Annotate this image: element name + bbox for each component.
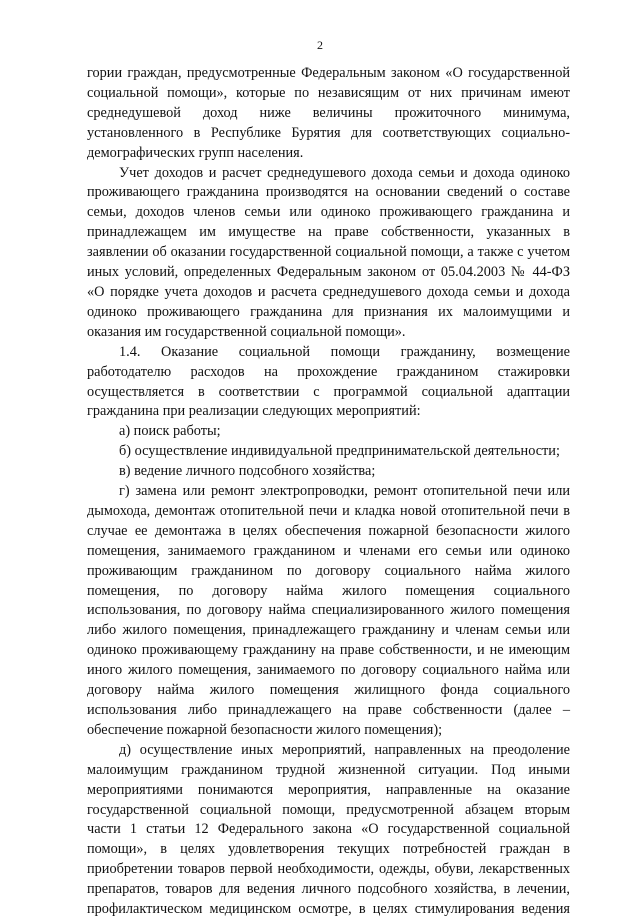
paragraph-item-b: б) осуществление индивидуальной предпринимательской деятельности;: [119, 443, 560, 460]
paragraph-item-v: в) ведение личного подсобного хозяйства;: [119, 463, 376, 480]
document-body: [87, 64, 570, 920]
paragraph-item-g: г) замена или ремонт электропроводки, ремонт отопительной печи или дымохода, демонтаж отопительной печи и кладка новой отопительной печи в случае ее демонтажа в целях обеспечения пожарной безопасности жилого помещения, занимаемого гражданином и членами его семьи или одиноко проживающим гражданином по договору социального найма жилого помещения, по договору найма жилого помещения социального использования, по договору найма специализированного жилого помещения либо жилого помещения, принадлежащего гражданину и членам семьи или одиноко проживающему гражданину на праве собственности, и не имеющим иного жилого помещения, занимаемого по договору социального найма или договору найма жилого помещения жилищного фонда социального использования либо принадлежащего на праве собственности (далее – обеспечение пожарной безопасности жилого помещения);: [87, 483, 570, 738]
paragraph-continuation: гории граждан, предусмотренные Федеральным законом «О государственной социальной помощи», которые по независящим от них причинам имеют среднедушевой доход ниже величины прожиточного минимума, установленного в Республике Бурятия для соответствующих социально-демографических групп населения.: [87, 65, 570, 161]
page-number: 2: [317, 38, 323, 52]
paragraph-item-a: а) поиск работы;: [119, 423, 221, 440]
paragraph-1-4: 1.4. Оказание социальной помощи гражданину, возмещение работодателю расходов на прохождение гражданином стажировки осуществляется в соответствии с программой социальной адаптации гражданина при реализации следующих мероприятий:: [87, 343, 570, 420]
paragraph-item-d: д) осуществление иных мероприятий, направленных на преодоление малоимущим гражданином трудной жизненной ситуации. Под иными мероприятиями понимаются мероприятия, направленные на оказание государственной социальной помощи, предусмотренной абзацем вторым части 1 статьи 12 Федерального закона «О государственной социальной помощи», в целях удовлетворения текущих потребностей граждан в приобретении товаров первой необходимости, одежды, обуви, лекарственных препаратов, товаров для ведения личного подсобного хозяйства, в лечении, профилактическом медицинском осмотре, в целях стимулирования ведения: [87, 741, 570, 918]
paragraph-income-calculation: Учет доходов и расчет среднедушевого дохода семьи и дохода одиноко проживающего гражданина производятся на основании сведений о составе семьи, доходов членов семьи или одиноко проживающего гражданина и принадлежащем им имуществе на праве собственности, указанных в заявлении об оказании государственной социальной помощи, а также с учетом иных условий, определенных Федеральным законом от 05.04.2003 № 44-ФЗ «О порядке учета доходов и расчета среднедушевого дохода семьи и дохода одиноко проживающего гражданина для признания их малоимущими и оказания им государственной социальной помощи».: [87, 164, 570, 340]
